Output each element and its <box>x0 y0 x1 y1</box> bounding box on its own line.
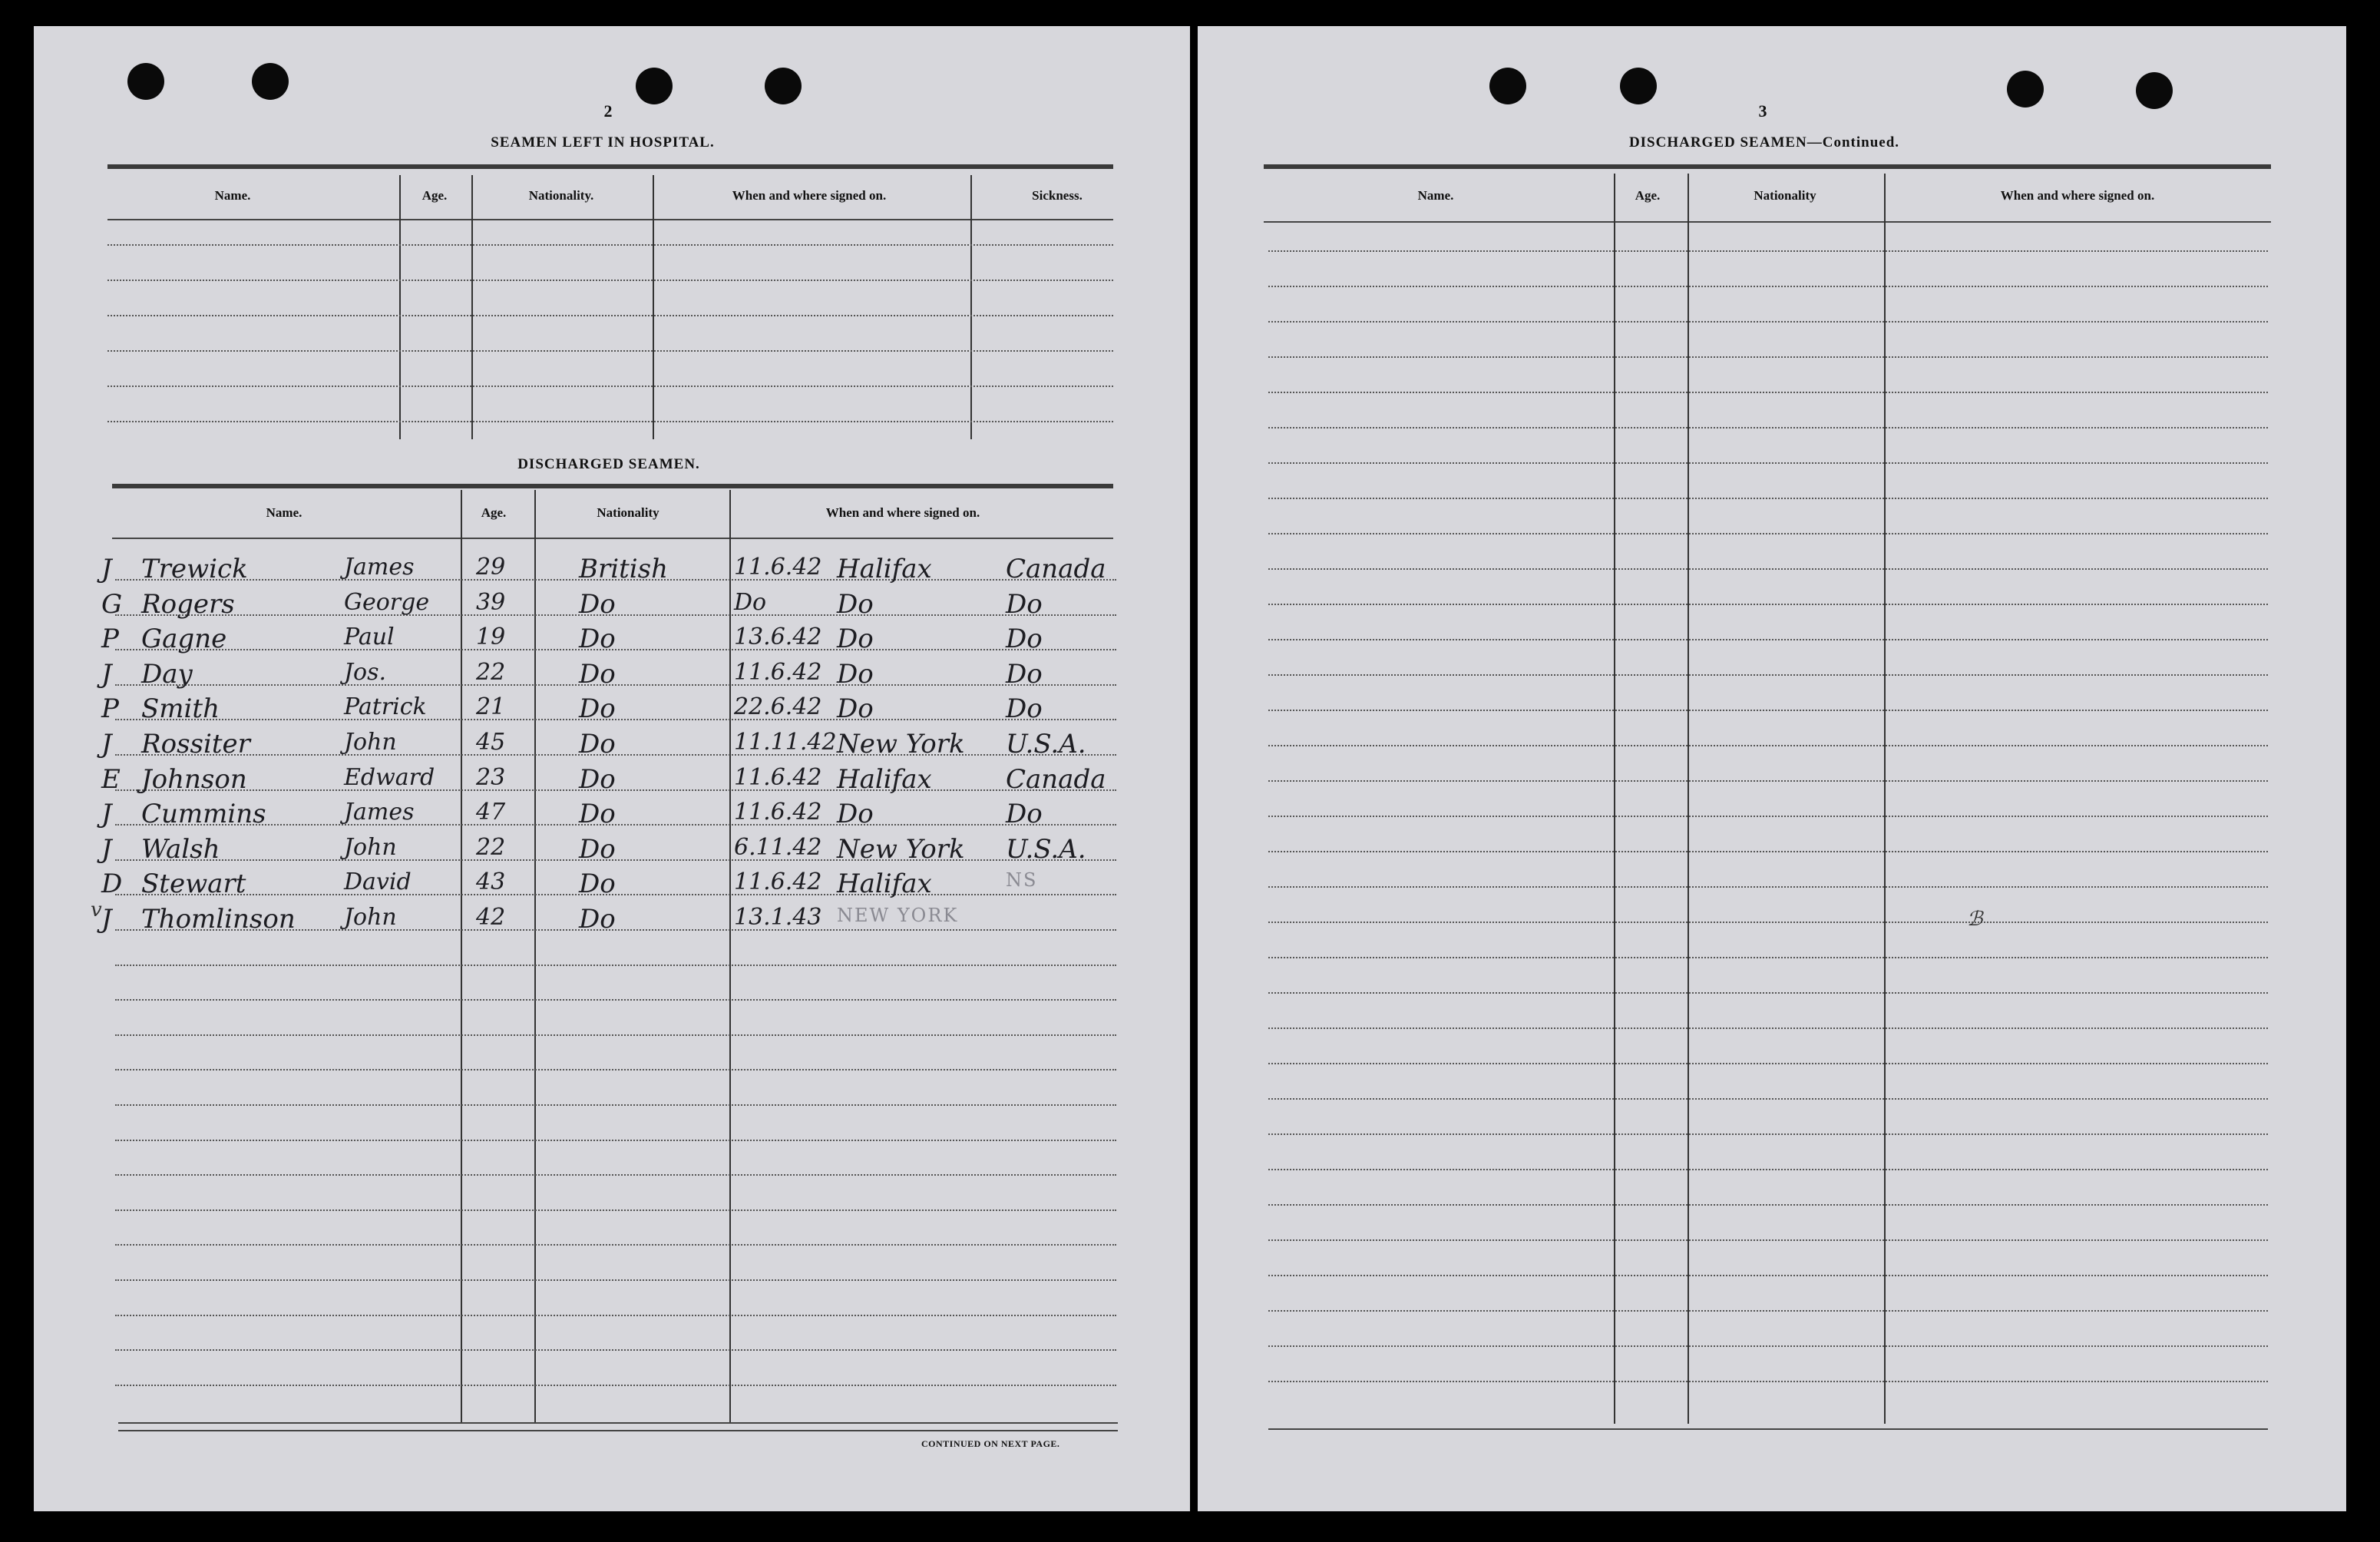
dotted-rule <box>1268 922 2268 923</box>
dotted-rule <box>1268 674 2268 676</box>
row-given-name: James <box>344 799 415 826</box>
dotted-rule <box>107 421 1113 422</box>
row-place: Do <box>837 588 874 620</box>
row-age: 47 <box>476 799 506 826</box>
dotted-rule <box>107 350 1113 352</box>
row-initial: D <box>101 869 123 900</box>
row-initial: J <box>101 799 112 830</box>
right-header-nationality: Nationality <box>1754 188 1816 203</box>
column-divider <box>970 175 972 439</box>
dotted-rule <box>1268 816 2268 817</box>
row-nationality: British <box>579 554 668 584</box>
hospital-header-sickness: Sickness. <box>1032 188 1083 203</box>
row-initial: J <box>101 658 112 690</box>
dotted-rule <box>115 1279 1116 1281</box>
column-divider <box>1614 174 1615 1424</box>
dotted-rule <box>115 684 1116 686</box>
dotted-rule <box>1268 1027 2268 1029</box>
row-surname: Day <box>141 658 193 690</box>
row-place: New York <box>837 729 965 759</box>
row-date: 11.11.42 <box>734 729 837 756</box>
discharged-header-age: Age. <box>481 505 507 520</box>
row-age: 22 <box>476 833 506 861</box>
row-initial: G <box>101 588 123 620</box>
column-divider <box>1884 174 1886 1424</box>
row-initial: J <box>101 554 112 584</box>
dotted-rule <box>115 719 1116 720</box>
continued-footer: CONTINUED ON NEXT PAGE. <box>921 1438 1060 1449</box>
row-given-name: John <box>344 729 397 756</box>
dotted-rule <box>1268 851 2268 852</box>
row-age: 19 <box>476 624 506 651</box>
row-nationality: Do <box>579 869 616 900</box>
hospital-title: SEAMEN LEFT IN HOSPITAL. <box>491 134 715 151</box>
dotted-rule <box>115 1209 1116 1211</box>
dotted-rule <box>1268 957 2268 958</box>
row-initial: P <box>101 624 119 655</box>
dotted-rule <box>115 1104 1116 1106</box>
dotted-rule <box>115 859 1116 861</box>
row-date: 11.6.42 <box>734 799 822 826</box>
binder-hole <box>1620 68 1657 104</box>
pencil-mark: ℬ <box>1967 908 1983 931</box>
dotted-rule <box>1268 427 2268 429</box>
row-age: 23 <box>476 763 506 791</box>
dotted-rule <box>115 614 1116 616</box>
row-place: New York <box>837 833 965 865</box>
dotted-rule <box>115 1349 1116 1351</box>
dotted-rule <box>1268 1098 2268 1100</box>
row-age: 42 <box>476 904 506 931</box>
right-page <box>1198 26 2346 1511</box>
row-place: Do <box>837 658 874 690</box>
dotted-rule <box>1268 392 2268 393</box>
row-age: 39 <box>476 588 506 616</box>
column-divider <box>729 490 731 1424</box>
row-date: 6.11.42 <box>734 833 822 861</box>
row-given-name: George <box>344 588 430 616</box>
row-place: Do <box>837 624 874 655</box>
dotted-rule <box>1268 1381 2268 1382</box>
row-surname: Johnson <box>141 763 247 795</box>
hospital-header-name: Name. <box>214 188 251 203</box>
dotted-rule <box>115 965 1116 966</box>
rule <box>112 484 1113 488</box>
row-country: Do <box>1006 693 1043 725</box>
dotted-rule <box>1268 1310 2268 1312</box>
row-given-name: David <box>344 869 412 896</box>
row-given-name: Paul <box>344 624 395 651</box>
row-country: Canada <box>1006 554 1106 584</box>
column-divider <box>653 175 654 439</box>
dotted-rule <box>1268 604 2268 605</box>
page-number-right: 3 <box>1758 101 1767 121</box>
row-date: 11.6.42 <box>734 763 822 791</box>
row-initial: P <box>101 693 119 725</box>
row-country: Do <box>1006 588 1043 620</box>
row-country: U.S.A. <box>1006 833 1086 865</box>
discharged-header-name: Name. <box>266 505 302 520</box>
row-nationality: Do <box>579 833 616 865</box>
discharged-header-nationality: Nationality <box>597 505 659 520</box>
row-place: Halifax <box>837 763 932 795</box>
row-place: NEW YORK <box>837 905 959 926</box>
rule <box>118 1422 1118 1424</box>
row-initial: J <box>101 904 112 935</box>
tick-mark: v <box>91 898 102 922</box>
row-surname: Stewart <box>141 869 246 900</box>
row-age: 22 <box>476 658 506 686</box>
row-nationality: Do <box>579 588 616 620</box>
row-surname: Rossiter <box>141 729 250 759</box>
right-header-age: Age. <box>1635 188 1661 203</box>
row-nationality: Do <box>579 799 616 830</box>
dotted-rule <box>1268 745 2268 746</box>
row-surname: Trewick <box>141 554 248 584</box>
dotted-rule <box>115 1069 1116 1070</box>
right-header-signed-on: When and where signed on. <box>2000 188 2155 203</box>
binder-hole <box>127 63 164 100</box>
row-age: 29 <box>476 554 506 581</box>
continued-title: DISCHARGED SEAMEN—Continued. <box>1628 134 1900 151</box>
dotted-rule <box>1268 321 2268 323</box>
row-nationality: Do <box>579 729 616 759</box>
row-age: 45 <box>476 729 506 756</box>
row-date: 22.6.42 <box>734 693 822 721</box>
row-given-name: John <box>344 904 397 931</box>
discharged-header-signed-on: When and where signed on. <box>825 505 980 520</box>
row-date: 11.6.42 <box>734 554 822 581</box>
row-given-name: Jos. <box>344 658 387 686</box>
row-nationality: Do <box>579 624 616 655</box>
row-place: Halifax <box>837 554 932 584</box>
dotted-rule <box>115 1315 1116 1316</box>
row-place: Do <box>837 799 874 830</box>
dotted-rule <box>1268 1063 2268 1064</box>
hospital-header-nationality: Nationality. <box>528 188 594 203</box>
dotted-rule <box>115 754 1116 756</box>
binder-hole <box>636 68 673 104</box>
row-given-name: John <box>344 833 397 861</box>
row-initial: J <box>101 833 112 865</box>
column-divider <box>461 490 462 1424</box>
row-place: Halifax <box>837 869 932 900</box>
column-divider <box>399 175 401 439</box>
dotted-rule <box>115 789 1116 791</box>
row-given-name: Patrick <box>344 693 427 721</box>
column-divider <box>1687 174 1689 1424</box>
hospital-header-signed-on: When and where signed on. <box>732 188 887 203</box>
dotted-rule <box>107 280 1113 281</box>
dotted-rule <box>115 1385 1116 1386</box>
dotted-rule <box>1268 250 2268 252</box>
row-place: Do <box>837 693 874 725</box>
dotted-rule <box>115 1244 1116 1246</box>
row-surname: Walsh <box>141 833 220 865</box>
dotted-rule <box>1268 1239 2268 1241</box>
row-country: U.S.A. <box>1006 729 1086 759</box>
row-date: Do <box>734 588 767 616</box>
row-nationality: Do <box>579 904 616 935</box>
row-surname: Smith <box>141 693 220 725</box>
row-date: 11.6.42 <box>734 869 822 896</box>
row-initial: E <box>101 763 121 795</box>
binder-hole <box>1489 68 1526 104</box>
rule <box>1264 164 2271 169</box>
row-date: 11.6.42 <box>734 658 822 686</box>
dotted-rule <box>1268 1133 2268 1135</box>
rule <box>118 1430 1118 1431</box>
row-nationality: Do <box>579 763 616 795</box>
dotted-rule <box>1268 710 2268 711</box>
dotted-rule <box>115 649 1116 650</box>
dotted-rule <box>107 386 1113 387</box>
row-age: 43 <box>476 869 506 896</box>
row-country: Do <box>1006 624 1043 655</box>
rule <box>1268 1428 2268 1430</box>
row-surname: Gagne <box>141 624 227 655</box>
row-given-name: James <box>344 554 415 581</box>
dotted-rule <box>115 1174 1116 1176</box>
dotted-rule <box>1268 498 2268 499</box>
dotted-rule <box>1268 992 2268 994</box>
dotted-rule <box>1268 356 2268 358</box>
row-initial: J <box>101 729 112 759</box>
dotted-rule <box>1268 286 2268 287</box>
row-date: 13.1.43 <box>734 904 822 931</box>
dotted-rule <box>107 315 1113 316</box>
row-date: 13.6.42 <box>734 624 822 651</box>
rule <box>1264 221 2271 223</box>
binder-hole <box>765 68 802 104</box>
row-given-name: Edward <box>344 763 435 791</box>
page-number-left: 2 <box>603 101 613 121</box>
row-nationality: Do <box>579 658 616 690</box>
dotted-rule <box>1268 1204 2268 1206</box>
row-nationality: Do <box>579 693 616 725</box>
dotted-rule <box>107 244 1113 246</box>
row-country: NS <box>1006 869 1038 892</box>
hospital-header-age: Age. <box>421 188 448 203</box>
row-country: Do <box>1006 799 1043 830</box>
dotted-rule <box>1268 1169 2268 1170</box>
row-surname: Cummins <box>141 799 266 830</box>
row-country: Do <box>1006 658 1043 690</box>
row-surname: Rogers <box>141 588 235 620</box>
dotted-rule <box>115 1034 1116 1036</box>
column-divider <box>471 175 473 439</box>
right-header-name: Name. <box>1417 188 1454 203</box>
dotted-rule <box>115 1140 1116 1141</box>
rule <box>112 538 1113 539</box>
dotted-rule <box>1268 1345 2268 1347</box>
dotted-rule <box>115 999 1116 1001</box>
binder-hole <box>252 63 289 100</box>
dotted-rule <box>115 894 1116 895</box>
dotted-rule <box>1268 780 2268 782</box>
row-age: 21 <box>476 693 506 721</box>
dotted-rule <box>1268 886 2268 888</box>
binder-hole <box>2007 71 2044 108</box>
row-country: Canada <box>1006 763 1106 795</box>
dotted-rule <box>1268 1275 2268 1276</box>
binder-hole <box>2136 72 2173 109</box>
dotted-rule <box>1268 462 2268 464</box>
row-surname: Thomlinson <box>141 904 296 935</box>
dotted-rule <box>1268 568 2268 570</box>
dotted-rule <box>1268 533 2268 534</box>
rule <box>107 164 1113 169</box>
rule <box>107 219 1113 220</box>
dotted-rule <box>1268 639 2268 640</box>
discharged-title: DISCHARGED SEAMEN. <box>517 456 700 472</box>
column-divider <box>534 490 536 1424</box>
